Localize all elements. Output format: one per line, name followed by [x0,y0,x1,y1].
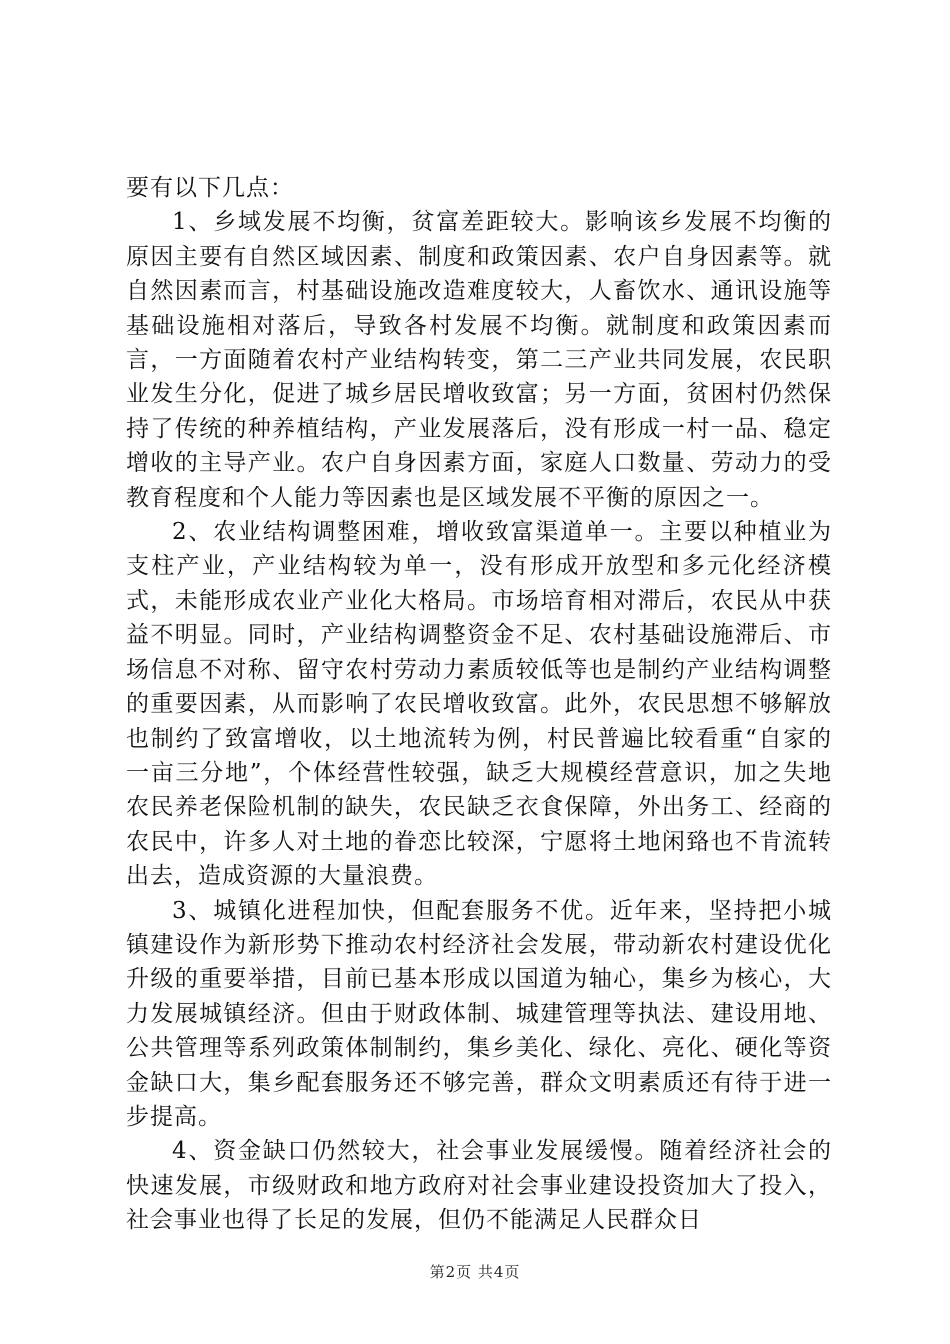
intro-line: 要有以下几点： [126,175,294,201]
paragraph-2: 2、农业结构调整困难，增收致富渠道单一。主要以种植业为支柱产业，产业结构较为单一，没有形成开放型和多元化经济模式，未能形成农业产业化大格局。市场培育相对滞后，农民从中获益不明显。同时，产业结构调整资金不足、农村基础设施滞后、市场信息不对称、留守农村劳动力素质较低等也是制约产业结构调整的重要因素，从而影响了农民增收致富。此外，农民思想不够解放也制约了致富增收，以土地流转为例，村民普遍比较看重“自家的一亩三分地”，个体经营性较强，缺乏大规模经营意识，加之失地农民养老保险机制的缺失，农民缺乏衣食保障，外出务工、经商的农民中，许多人对土地的眷恋比较深，宁愿将土地闲臵也不肯流转出去，造成资源的大量浪费。 [126,519,832,890]
page-number-footer: 第2页 共4页 [429,1263,521,1281]
paragraph-1: 1、乡域发展不均衡，贫富差距较大。影响该乡发展不均衡的原因主要有自然区域因素、制度和政策因素、农户自身因素等。就自然因素而言，村基础设施改造难度较大，人畜饮水、通讯设施等基础设施相对落后，导致各村发展不均衡。就制度和政策因素而言，一方面随着农村产业结构转变，第二三产业共同发展，农民职业发生分化，促进了城乡居民增收致富；另一方面，贫困村仍然保持了传统的种养植结构，产业发展落后，没有形成一村一品、稳定增收的主导产业。农户自身因素方面，家庭人口数量、劳动力的受教育程度和个人能力等因素也是区域发展不平衡的原因之一。 [126,209,832,511]
document-body [126,171,832,1238]
paragraph-3: 3、城镇化进程加快，但配套服务不优。近年来，坚持把小城镇建设作为新形势下推动农村经济社会发展，带动新农村建设优化升级的重要举措，目前已基本形成以国道为轴心，集乡为核心，大力发展城镇经济。但由于财政体制、城建管理等执法、建设用地、公共管理等系列政策体制制约，集乡美化、绿化、亮化、硬化等资金缺口大，集乡配套服务还不够完善，群众文明素质还有待于进一步提高。 [126,897,832,1130]
paragraph-4: 4、资金缺口仍然较大，社会事业发展缓慢。随着经济社会的快速发展，市级财政和地方政府对社会事业建设投资加大了投入，社会事业也得了长足的发展，但仍不能满足人民群众日 [126,1138,832,1234]
